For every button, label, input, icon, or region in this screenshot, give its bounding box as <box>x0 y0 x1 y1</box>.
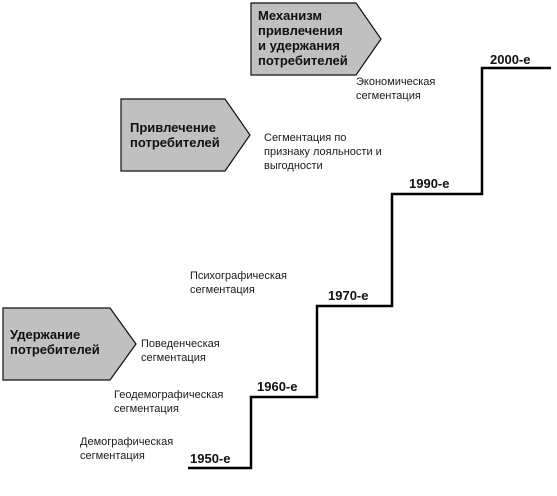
decade-1960s: 1960-е <box>257 379 298 394</box>
note-psychographic-segmentation: Психографическая сегментация <box>190 270 287 296</box>
chevron-acquisition <box>120 98 251 172</box>
decade-1970s: 1970-е <box>328 288 369 303</box>
chevron-retention <box>2 307 137 381</box>
decade-1990s: 1990-е <box>409 176 450 191</box>
note-demographic-segmentation: Демографическая сегментация <box>80 436 174 462</box>
chevron-acquisition-label: Привлечение потребителей <box>130 120 220 150</box>
note-economic-segmentation: Экономическая сегментация <box>356 76 436 102</box>
note-behavioral-segmentation: Поведенческая сегментация <box>141 338 220 364</box>
chevron-retention-label: Удержание потребителей <box>10 327 100 357</box>
decade-2000s: 2000-е <box>490 52 531 67</box>
note-loyalty-segmentation: Сегментация по признаку лояльности и выгодности <box>264 132 382 172</box>
note-geodemographic-segmentation: Геодемографическая сегментация <box>114 389 224 415</box>
chevron-mechanism <box>250 2 382 76</box>
decade-1950s: 1950-е <box>190 451 231 466</box>
chevron-mechanism-label: Механизм привлечения и удержания потребителей <box>258 8 348 68</box>
